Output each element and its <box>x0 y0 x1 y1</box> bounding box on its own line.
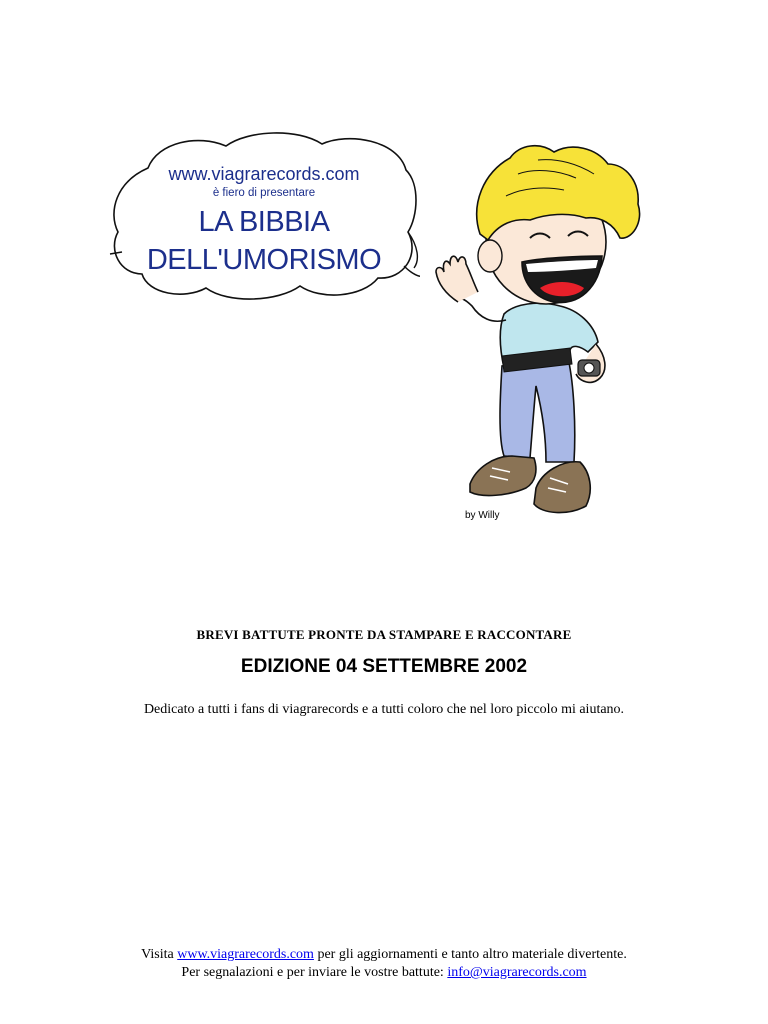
footer-visit-prefix: Visita <box>141 947 178 962</box>
edition-heading: EDIZIONE 04 SETTEMBRE 2002 <box>240 656 528 677</box>
email-link[interactable]: info@viagrarecords.com <box>447 965 587 980</box>
footer-contact-prefix: Per segnalazioni e per inviare le vostre battute: <box>181 965 448 980</box>
footer-visit-suffix: per gli aggiornamenti e tanto altro materiale divertente. <box>313 947 627 962</box>
cartoon-boy-illustration <box>418 138 650 528</box>
footer <box>0 946 768 982</box>
speech-bubble <box>108 128 420 304</box>
bubble-site-text: www.viagrarecords.com <box>168 164 360 184</box>
bubble-title-line2: DELL'UMORISMO <box>146 244 382 276</box>
cartoon-boy-icon <box>418 138 650 528</box>
website-link[interactable]: www.viagrarecords.com <box>177 947 314 962</box>
footer-line-1 <box>0 946 768 964</box>
bubble-presents-text: è fiero di presentare <box>212 187 316 199</box>
dedication-text: Dedicato a tutti i fans di viagrarecords e a tutti coloro che nel loro piccolo mi aiutano. <box>143 702 625 717</box>
illustration-byline: by Willy <box>465 510 500 521</box>
footer-line-2 <box>0 964 768 982</box>
document-subtitle: BREVI BATTUTE PRONTE DA STAMPARE E RACCONTARE <box>196 627 572 642</box>
bubble-title-line1: LA BIBBIA <box>198 206 330 238</box>
